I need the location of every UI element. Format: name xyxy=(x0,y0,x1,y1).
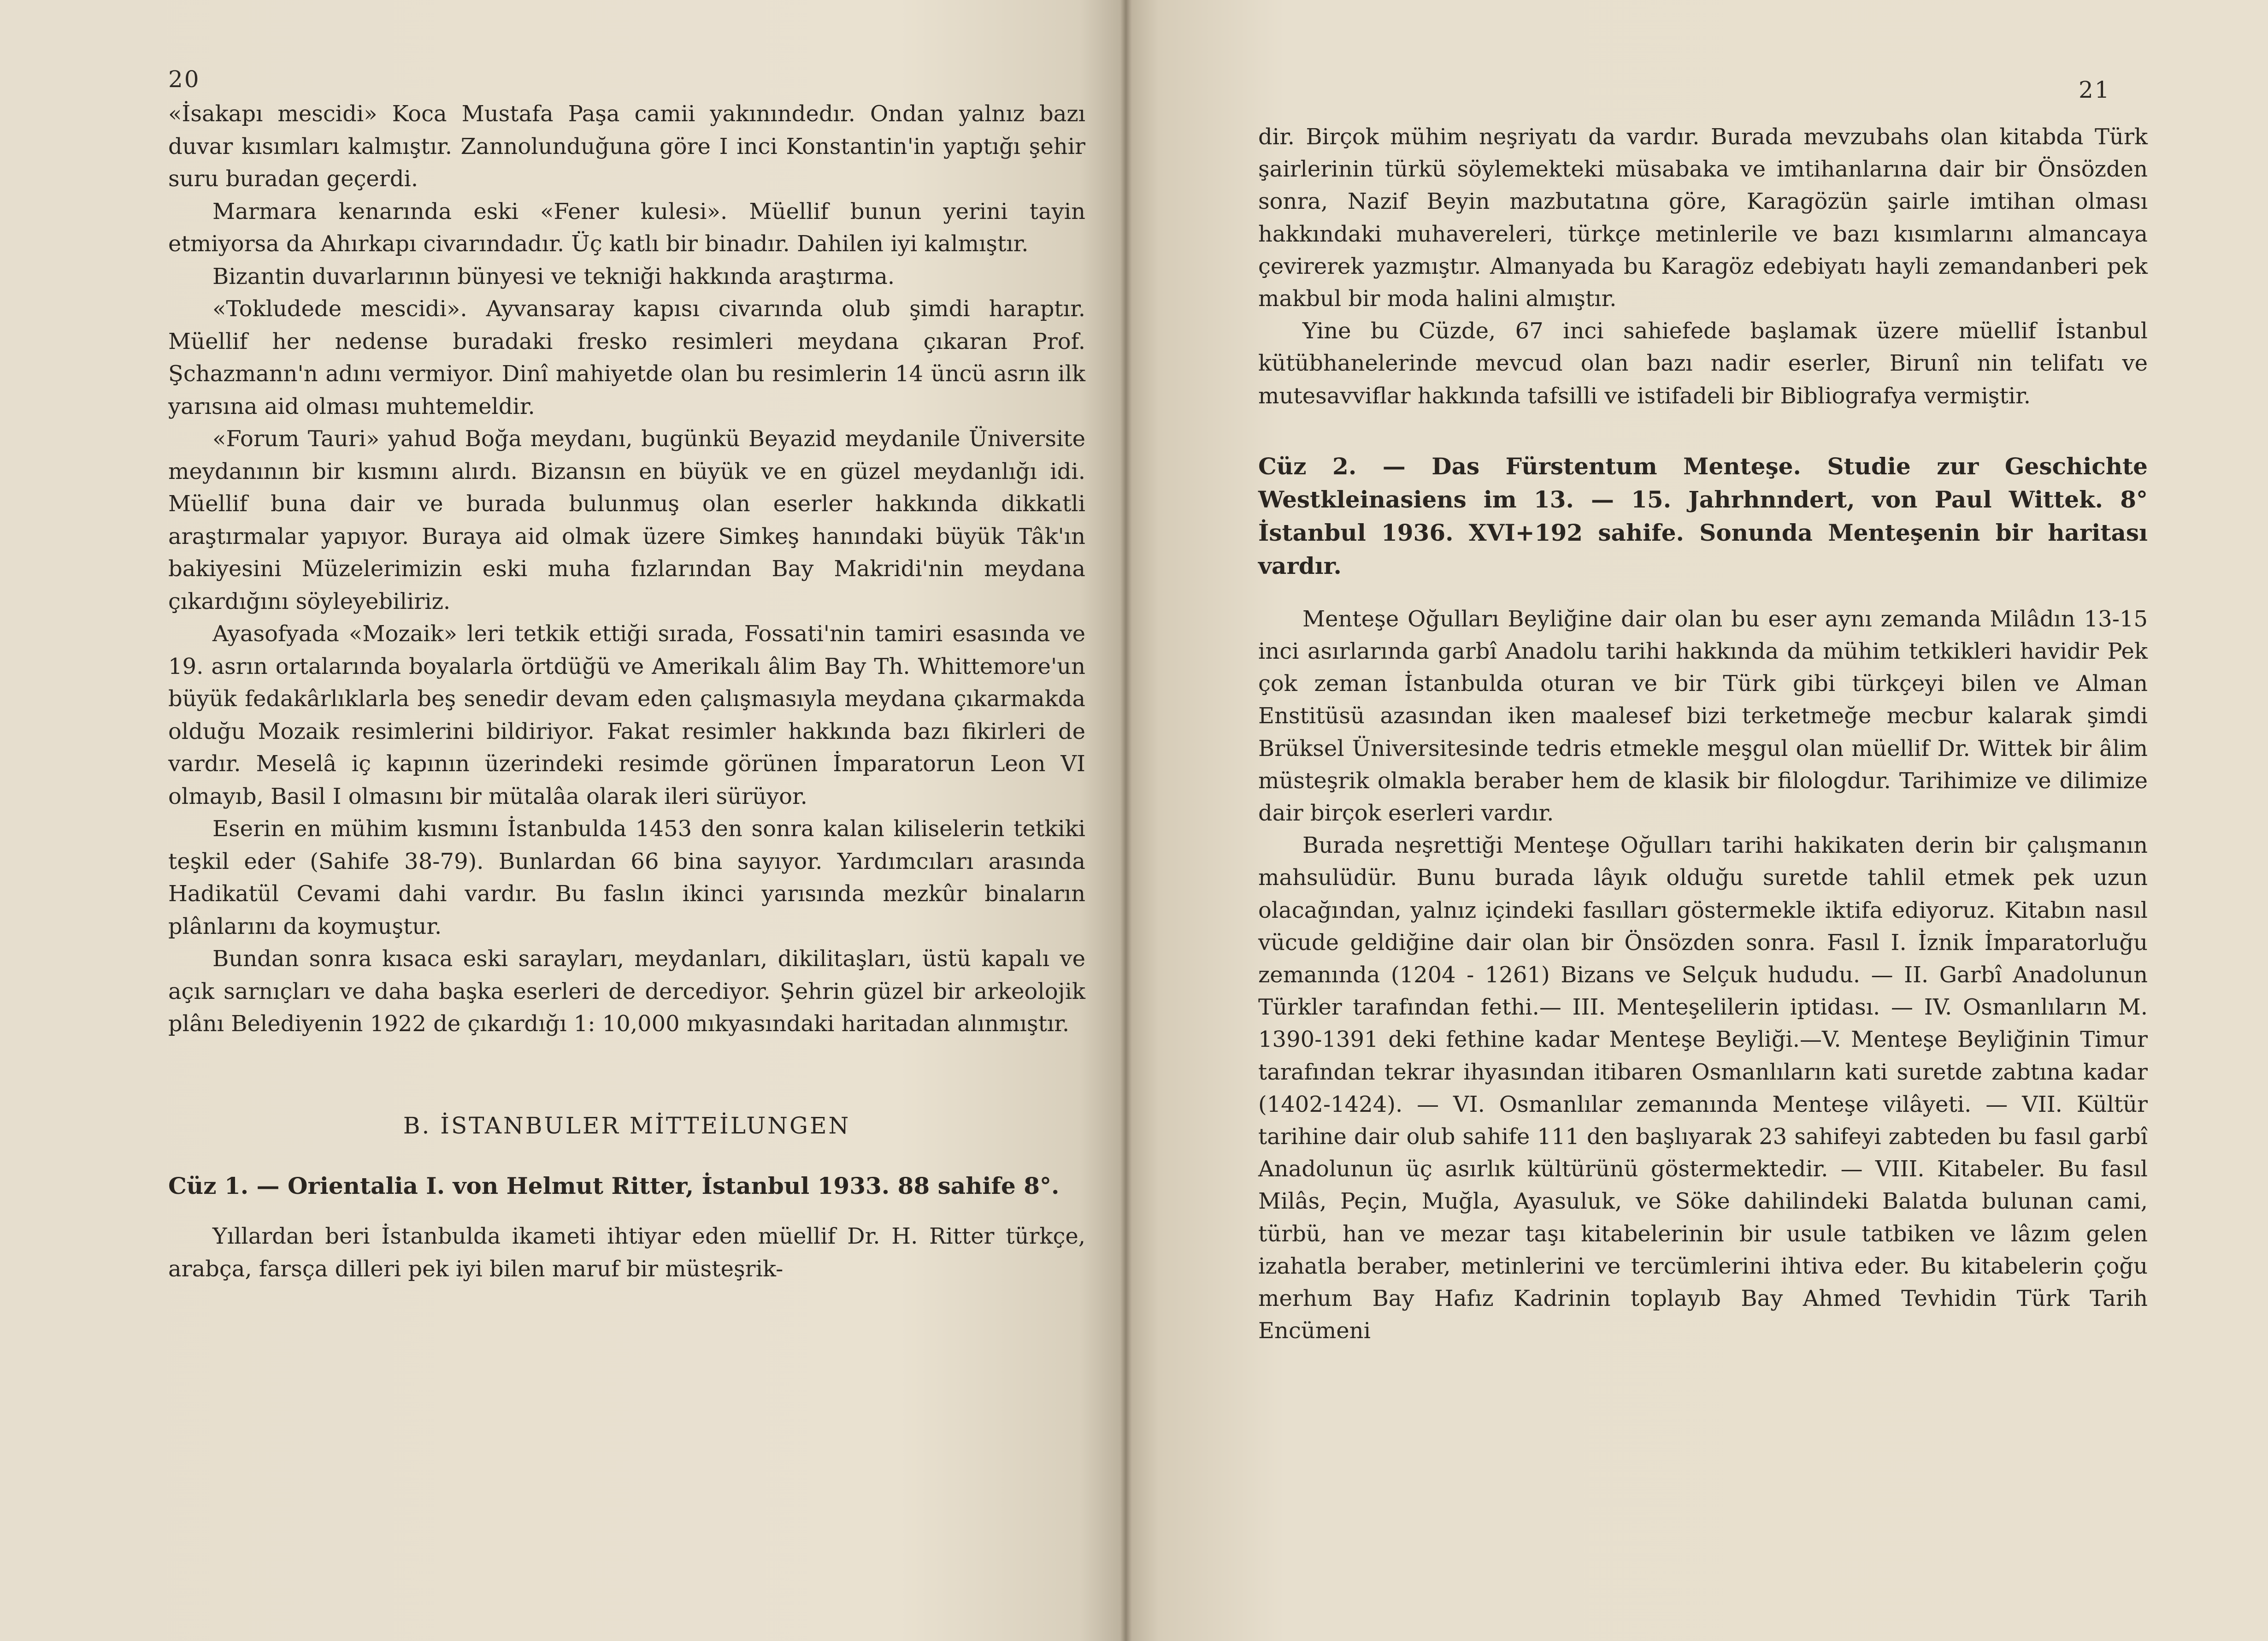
cuz-heading: Cüz 1. — Orientalia I. von Helmut Ritter, İstanbul 1933. 88 sahife 8°. xyxy=(168,1172,1060,1199)
paragraph: Menteşe Oğulları Beyliğine dair olan bu eser aynı zemanda Milâdın 13-15 inci asırlarında garbî Anadolu tarihi hakkında da mühim tetkikleri havidir Pek çok zeman İstanbulda oturan ve bir Türk gibi türkçeyi bilen ve Alman Enstitüsü azasından iken maalesef bizi terketmeğe mecbur kalarak şimdi Brüksel Üniversitesinde tedris etmekle meşgul olan müellif Dr. Wittek bir âlim müsteşrik olmakla beraber hem de klasik bir filologdur. Tarihimize ve dilimize dair birçok eserleri vardır. xyxy=(1258,606,2148,826)
paragraph: Bundan sonra kısaca eski sarayları, meydanları, dikilitaşları, üstü kapalı ve açık sarnıçları ve daha başka eserleri de dercediyor. Şehrin güzel bir arkeolojik plânı Belediyenin 1922 de çıkardığı 1: 10,000 mıkyasındaki haritadan alınmıştır. xyxy=(168,946,1085,1037)
right-page xyxy=(1125,0,2268,1641)
left-page-text xyxy=(168,98,1085,1285)
paragraph: Marmara kenarında eski «Fener kulesi». Müellif bunun yerini tayin etmiyorsa da Ahırkapı civarındadır. Üç katlı bir binadır. Dahilen iyi kalmıştır. xyxy=(168,198,1085,257)
page-number-right: 21 xyxy=(2079,77,2111,103)
paragraph: Eserin en mühim kısmını İstanbulda 1453 den sonra kalan kiliselerin tetkiki teşkil eder (Sahife 38-79). Bunlardan 66 bina sayıyor. Yardımcıları arasında Hadikatül Cevami dahi vardır. Bu faslın ikinci yarısında mezkûr binaların plânlarını da koymuştur. xyxy=(168,816,1085,939)
paragraph: Yıllardan beri İstanbulda ikameti ihtiyar eden müellif Dr. H. Ritter türkçe, arabça, farsça dilleri pek iyi bilen maruf bir müsteşrik- xyxy=(168,1223,1085,1282)
left-page xyxy=(0,0,1125,1641)
book-gutter xyxy=(1120,0,1132,1641)
paragraph: Burada neşrettiği Menteşe Oğulları tarihi hakikaten derin bir çalışmanın mahsulüdür. Bunu burada lâyık olduğu suretde tahlil etmek pek uzun olacağından, yalnız içindeki fasılları göstermekle iktifa ediyoruz. Kitabın nasıl vücude geldiğine dair olan bir Önsözden sonra. Fasıl I. İznik İmparatorluğu zemanında (1204 - 1261) Bizans ve Selçuk hududu. — II. Garbî Anadolunun Türkler tarafından fethi.— III. Menteşelilerin iptidası. — IV. Osmanlıların M. 1390-1391 deki fethine kadar Menteşe Beyliği.—V. Menteşe Beyliğinin Timur tarafından tekrar ihyasından itibaren Osmanlıların kati suretde zabtına kadar (1402-1424). — VI. Osmanlılar zemanında Menteşe vilâyeti. — VII. Kültür tarihine dair olub sahife 111 den başlıyarak 23 sahifeyi zabteden bu fasıl garbî Anadolunun üç asırlık kültürünü göstermektedir. — VIII. Kitabeler. Bu fasıl Milâs, Peçin, Muğla, Ayasuluk, ve Söke dahilindeki Balatda bulunan cami, türbü, han ve mezar taşı kitabelerinin bir usule tatbiken ve lâzım gelen izahatla beraber, metinlerini ve tercümlerini ihtiva eder. Bu kitabelerin çoğu merhum Bay Hafız Kadrinin toplayıb Bay Ahmed Tevhidin Türk Tarih Encümeni xyxy=(1258,832,2148,1344)
paragraph: Ayasofyada «Mozaik» leri tetkik ettiği sırada, Fossati'nin tamiri esasında ve 19. asrın ortalarında boyalarla örtdüğü ve Amerikalı âlim Bay Th. Whittemore'un büyük fedakârlıklarla beş senedir devam eden çalışmasıyla meydana çıkarmakda olduğu Mozaik resimlerini bildiriyor. Fakat resimler hakkında bazı fikirleri de vardır. Meselâ iç kapının üzerindeki resimde görünen İmparatorun Leon VI olmayıb, Basil I olmasını bir mütalâa olarak ileri sürüyor. xyxy=(168,621,1085,809)
cuz-heading: Cüz 2. — Das Fürstentum Menteşe. Studie zur Geschichte Westkleinasiens im 13. — 15. Jahrhnndert, von Paul Wittek. 8° İstanbul 1936. XVI+192 sahife. Sonunda Menteşenin bir haritası vardır. xyxy=(1258,452,2148,579)
section-heading: B. İSTANBULER MİTTEİLUNGEN xyxy=(403,1112,851,1139)
paragraph: «Tokludede mescidi». Ayvansaray kapısı civarında olub şimdi haraptır. Müellif her nedense buradaki fresko resimleri meydana çıkaran Prof. Şchazmann'n adını vermiyor. Dinî mahiyetde olan bu resimlerin 14 üncü asrın ilk yarısına aid olması muhtemeldir. xyxy=(168,296,1085,419)
right-page-text xyxy=(1258,121,2148,1347)
paragraph: dir. Birçok mühim neşriyatı da vardır. Burada mevzubahs olan kitabda Türk şairlerinin türkü söylemekteki müsabaka ve imtihanlarına dair bir Önsözden sonra, Nazif Beyin mazbutatına göre, Karagözün şairle imtihan olması hakkındaki muhavereleri, türkçe metinlerile ve bazı kısımlarını almancaya çevirerek yazmıştır. Almanyada bu Karagöz edebiyatı hayli zemandanberi pek makbul bir moda halini almıştır. xyxy=(1258,124,2148,312)
paragraph: Bizantin duvarlarının bünyesi ve tekniği hakkında araştırma. xyxy=(212,263,895,289)
paragraph: Yine bu Cüzde, 67 inci sahiefede başlamak üzere müellif İstanbul kütübhanelerinde mevcud olan bazı nadir eserler, Birunî nin telifatı ve mutesavviflar hakkında tafsilli ve istifadeli bir Bibliografya vermiştir. xyxy=(1258,318,2148,409)
paragraph: «Forum Tauri» yahud Boğa meydanı, bugünkü Beyazid meydanile Üniversite meydanının bir kısmını alırdı. Bizansın en büyük ve en güzel meydanlığı idi. Müellif buna dair ve burada bulunmuş olan eserler hakkında dikkatli araştırmalar yapıyor. Buraya aid olmak üzere Simkeş hanındaki büyük Tâk'ın bakiyesini Müzelerimizin eski muha fızlarından Bay Makridi'nin meydana çıkardığını söyleyebiliriz. xyxy=(168,426,1085,614)
paragraph: «İsakapı mescidi» Koca Mustafa Paşa camii yakınındedır. Ondan yalnız bazı duvar kısımları kalmıştır. Zannolunduğuna göre I inci Konstantin'in yaptığı şehir suru buradan geçerdi. xyxy=(168,101,1085,192)
page-number-left: 20 xyxy=(168,66,200,93)
